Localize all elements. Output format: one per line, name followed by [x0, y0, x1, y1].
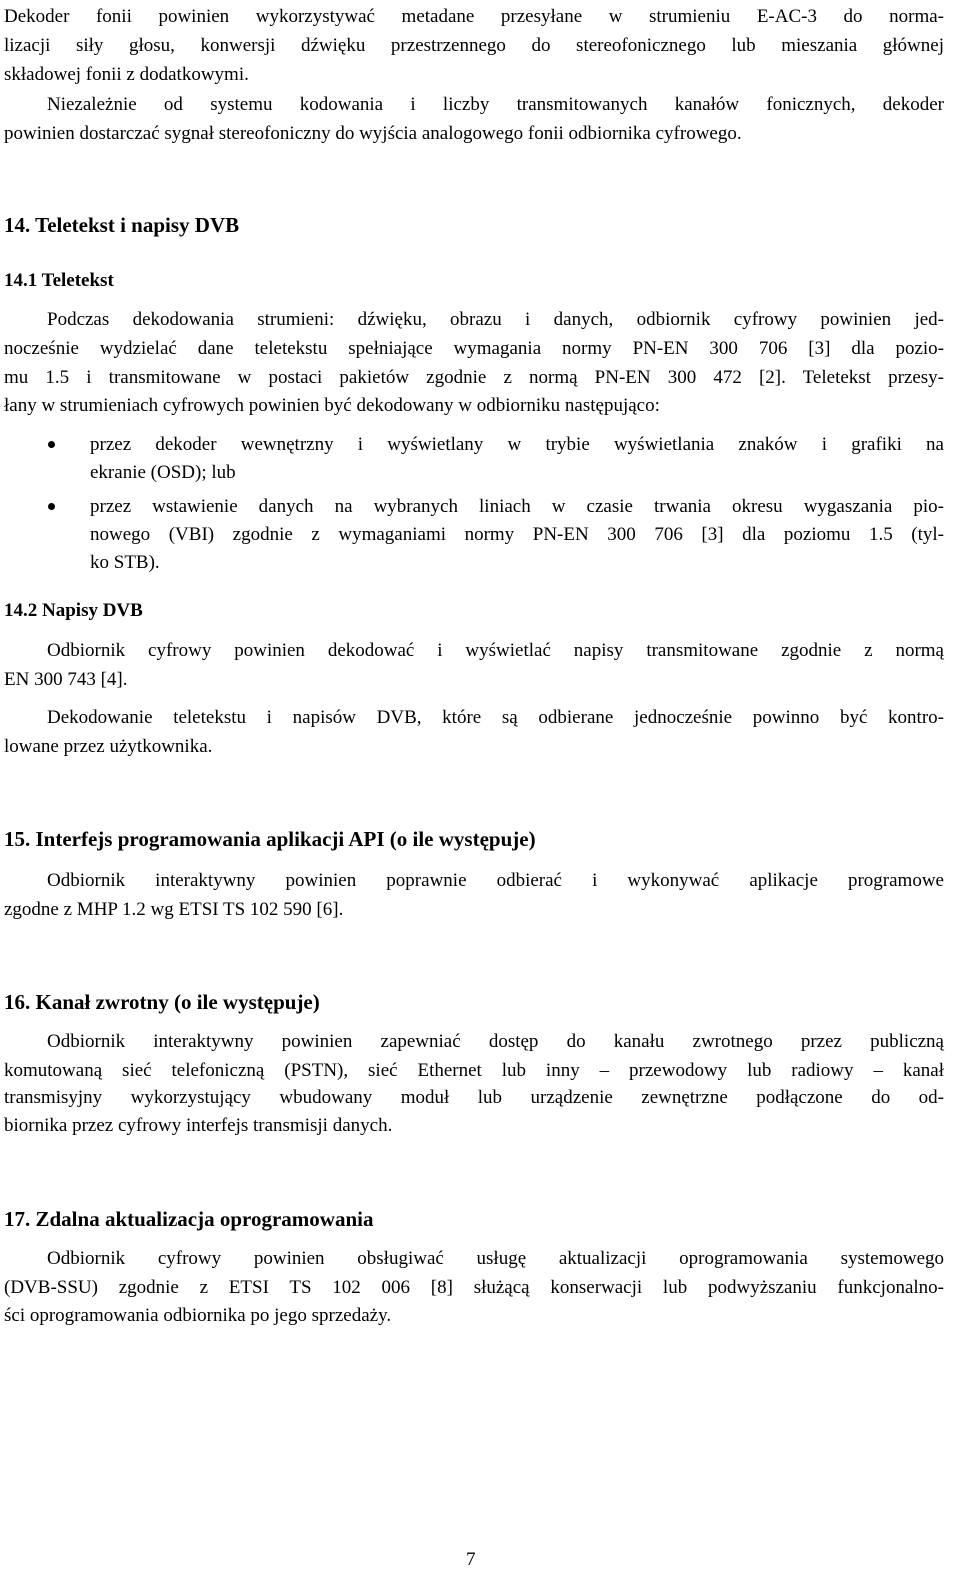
paragraph-line: transmisyjny wykorzystujący wbudowany moduł lub urządzenie zewnętrzne podłączone do od-	[4, 1087, 944, 1108]
paragraph-line: Niezależnie od systemu kodowania i liczby transmitowanych kanałów fonicznych, dekoder	[47, 94, 944, 115]
subsection-heading: 14.2 Napisy DVB	[4, 600, 143, 621]
subsection-heading: 14.1 Teletekst	[4, 270, 114, 291]
paragraph-line: ści oprogramowania odbiornika po jego sprzedaży.	[4, 1305, 392, 1326]
bullet-dot	[48, 441, 55, 448]
paragraph-line: Dekodowanie teletekstu i napisów DVB, które są odbierane jednocześnie powinno być kontro-	[47, 707, 944, 728]
paragraph-line: EN 300 743 [4].	[4, 669, 128, 690]
paragraph-line: Podczas dekodowania strumieni: dźwięku, obrazu i danych, odbiornik cyfrowy powinien jed-	[47, 309, 944, 330]
section-heading: 14. Teletekst i napisy DVB	[4, 213, 240, 237]
paragraph-line: lizacji siły głosu, konwersji dźwięku przestrzennego do stereofonicznego lub mieszania głównej	[4, 35, 944, 56]
paragraph-line: komutowaną sieć telefoniczną (PSTN), sieć Ethernet lub inny – przewodowy lub radiowy – kanał	[4, 1060, 944, 1081]
paragraph-line: Odbiornik cyfrowy powinien dekodować i wyświetlać napisy transmitowane zgodnie z normą	[47, 640, 944, 661]
paragraph-line: składowej fonii z dodatkowymi.	[4, 64, 249, 85]
paragraph-line: biornika przez cyfrowy interfejs transmisji danych.	[4, 1115, 393, 1136]
section-heading: 15. Interfejs programowania aplikacji API (o ile występuje)	[4, 827, 536, 851]
bullet-item-line: ko STB).	[90, 552, 160, 573]
page-number: 7	[466, 1549, 476, 1570]
paragraph-line: lowane przez użytkownika.	[4, 736, 213, 757]
paragraph-line: Odbiornik cyfrowy powinien obsługiwać usługę aktualizacji oprogramowania systemowego	[47, 1248, 944, 1269]
section-heading: 17. Zdalna aktualizacja oprogramowania	[4, 1207, 374, 1231]
paragraph-line: łany w strumieniach cyfrowych powinien być dekodowany w odbiorniku następująco:	[4, 395, 660, 416]
paragraph-line: Odbiornik interaktywny powinien zapewniać dostęp do kanału zwrotnego przez publiczną	[47, 1031, 944, 1052]
paragraph-line: (DVB-SSU) zgodnie z ETSI TS 102 006 [8] służącą konserwacji lub podwyższaniu funkcjonalno-	[4, 1277, 944, 1298]
bullet-item-line: przez wstawienie danych na wybranych liniach w czasie trwania okresu wygaszania pio-	[90, 496, 944, 517]
bullet-dot	[48, 503, 55, 510]
bullet-item-line: przez dekoder wewnętrzny i wyświetlany w trybie wyświetlania znaków i grafiki na	[90, 434, 944, 455]
paragraph-line: zgodne z MHP 1.2 wg ETSI TS 102 590 [6].	[4, 899, 344, 920]
bullet-item-line: nowego (VBI) zgodnie z wymaganiami normy PN-EN 300 706 [3] dla poziomu 1.5 (tyl-	[90, 524, 944, 545]
paragraph-line: Dekoder fonii powinien wykorzystywać metadane przesyłane w strumieniu E-AC-3 do norma-	[4, 6, 944, 27]
paragraph-line: mu 1.5 i transmitowane w postaci pakietów zgodnie z normą PN-EN 300 472 [2]. Teletekst przesy-	[4, 367, 944, 388]
paragraph-line: powinien dostarczać sygnał stereofoniczny do wyjścia analogowego fonii odbiornika cyfrowego.	[4, 123, 742, 144]
paragraph-line: Odbiornik interaktywny powinien poprawnie odbierać i wykonywać aplikacje programowe	[47, 870, 944, 891]
paragraph-line: nocześnie wydzielać dane teletekstu spełniające wymagania normy PN-EN 300 706 [3] dla pozio-	[4, 338, 944, 359]
section-heading: 16. Kanał zwrotny (o ile występuje)	[4, 990, 320, 1014]
bullet-item-line: ekranie (OSD); lub	[90, 462, 236, 483]
